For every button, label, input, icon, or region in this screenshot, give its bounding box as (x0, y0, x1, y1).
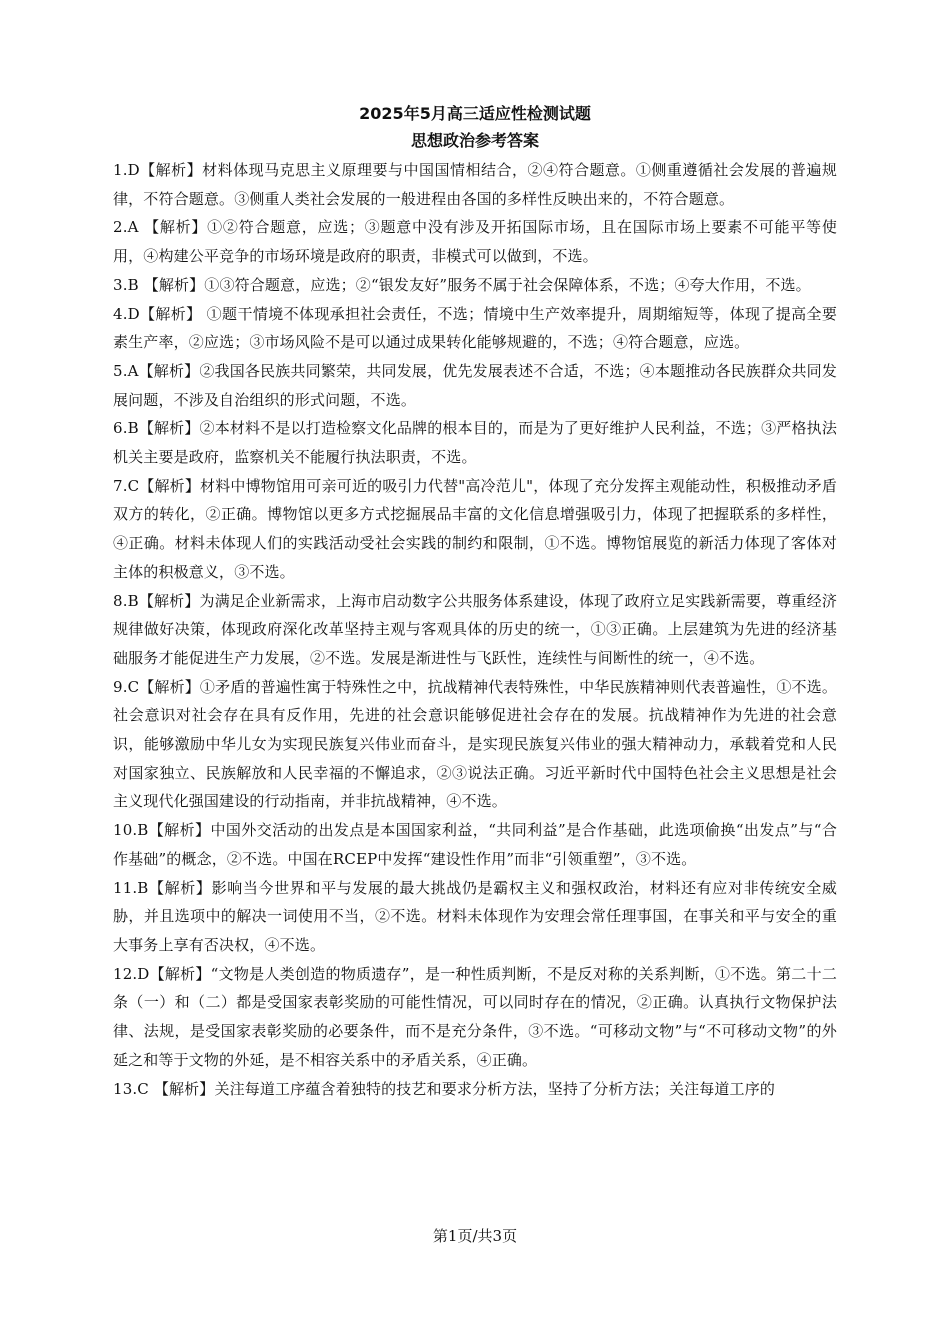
answer-item-7: 7.C【解析】材料中博物馆用可亲可近的吸引力代替"高冷范儿"，体现了充分发挥主观能动性，积极推动矛盾双方的转化，②正确。博物馆以更多方式挖掘展品丰富的文化信息增强吸引力，体现了把握联系的多样性，④正确。材料未体现人们的实践活动受社会实践的制约和限制，①不选。博物馆展览的新活力体现了客体对主体的积极意义，③不选。 (113, 476, 837, 581)
answer-item-2: 2.A 【解析】①②符合题意，应选；③题意中没有涉及开拓国际市场，且在国际市场上要素不可能平等使用，④构建公平竞争的市场环境是政府的职责，非模式可以做到，不选。 (113, 218, 837, 266)
answer-item-5: 5.A【解析】②我国各民族共同繁荣，共同发展，优先发展表述不合适，不选；④本题推动各民族群众共同发展问题，不涉及自治组织的形式问题，不选。 (113, 361, 837, 409)
answer-item-13: 13.C 【解析】关注每道工序蕴含着独特的技艺和要求分析方法，坚持了分析方法；关注每道工序的 (113, 1079, 776, 1098)
page-number: 第1页/共3页 (432, 1227, 518, 1245)
answer-item-12: 12.D【解析】“文物是人类创造的物质遗存”，是一种性质判断，不是反对称的关系判断，①不选。第二十二条（一）和（二）都是受国家表彰奖励的可能性情况，可以同时存在的情况，②正确。认真执行文物保护法律、法规，是受国家表彰奖励的必要条件，而不是充分条件，③不选。“可移动文物”与“不可移动文物”的外延之和等于文物的外延，是不相容关系中的矛盾关系，④正确。 (113, 964, 837, 1069)
answer-item-6: 6.B【解析】②本材料不是以打造检察文化品牌的根本目的，而是为了更好维护人民利益，不选；③严格执法机关主要是政府，监察机关不能履行执法职责，不选。 (113, 419, 837, 467)
answer-item-4: 4.D【解析】 ①题干情境不体现承担社会责任，不选；情境中生产效率提升，周期缩短等，体现了提高全要素生产率，②应选；③市场风险不是可以通过成果转化能够规避的，不选；④符合题意，应选。 (113, 304, 837, 352)
answer-item-9: 9.C【解析】①矛盾的普遍性寓于特殊性之中，抗战精神代表特殊性，中华民族精神则代表普遍性，①不选。社会意识对社会存在具有反作用，先进的社会意识能够促进社会存在的发展。抗战精神作为先进的社会意识，能够激励中华儿女为实现民族复兴伟业而奋斗，是实现民族复兴伟业的强大精神动力，承载着党和人民对国家独立、民族解放和人民幸福的不懈追求，②③说法正确。习近平新时代中国特色社会主义思想是社会主义现代化强国建设的行动指南，并非抗战精神，④不选。 (113, 677, 837, 811)
answer-item-10: 10.B【解析】中国外交活动的出发点是本国国家利益，“共同利益”是合作基础，此选项偷换“出发点”与“合作基础”的概念，②不选。中国在RCEP中发挥“建设性作用”而非“引领重塑”，③不选。 (113, 821, 837, 868)
document-title: 2025年5月高三适应性检测试题 (359, 104, 591, 123)
answer-item-8: 8.B【解析】为满足企业新需求，上海市启动数字公共服务体系建设，体现了政府立足实践新需要，尊重经济规律做好决策，体现政府深化改革坚持主观与客观具体的历史的统一，①③正确。上层建筑为先进的经济基础服务才能促进生产力发展，②不选。发展是渐进性与飞跃性，连续性与间断性的统一，④不选。 (113, 591, 837, 667)
document-subtitle: 思想政治参考答案 (410, 131, 539, 150)
document-page (113, 100, 837, 1103)
answer-item-1: 1.D【解析】材料体现马克思主义原理要与中国国情相结合，②④符合题意。①侧重遵循社会发展的普遍规律，不符合题意。③侧重人类社会发展的一般进程由各国的多样性反映出来的，不符合题意。 (113, 161, 837, 208)
answer-item-3: 3.B 【解析】①③符合题意，应选；②“银发友好”服务不属于社会保障体系，不选；④夸大作用，不选。 (113, 275, 811, 294)
answer-list (113, 156, 837, 1103)
answer-item-11: 11.B【解析】影响当今世界和平与发展的最大挑战仍是霸权主义和强权政治，材料还有应对非传统安全威胁，并且选项中的解决一词使用不当，②不选。材料未体现作为安理会常任理事国，在事关和平与安全的重大事务上享有否决权，④不选。 (113, 878, 837, 954)
